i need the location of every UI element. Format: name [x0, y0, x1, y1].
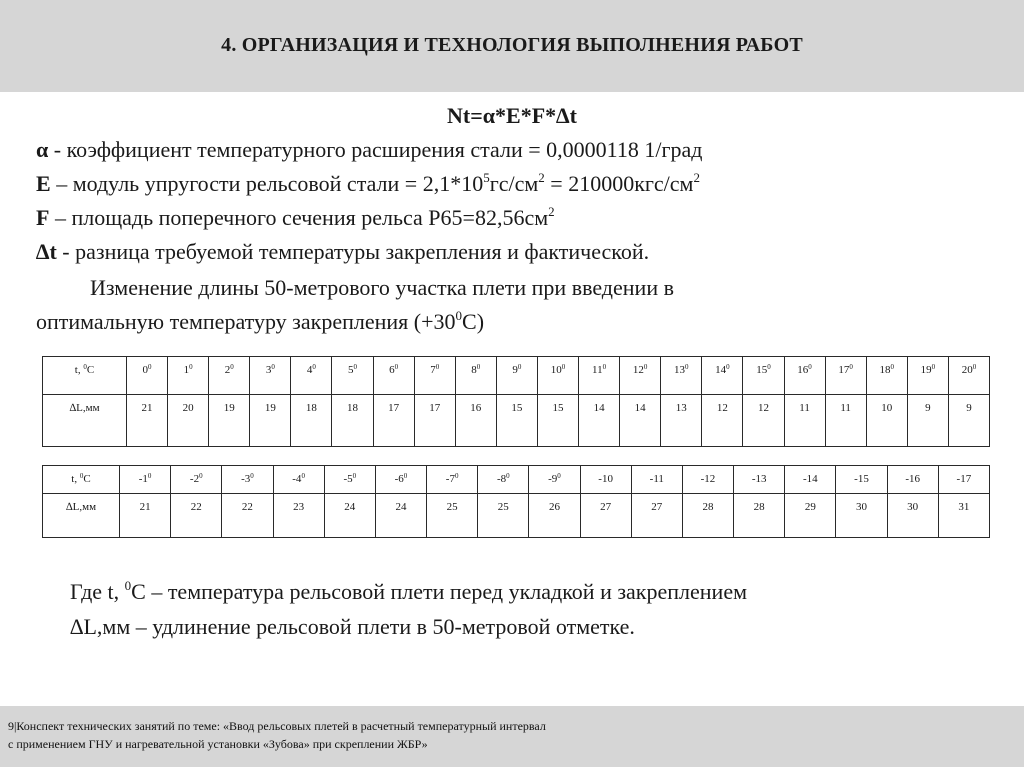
temperature-cell: $-1^0$: [120, 466, 171, 494]
temperature-cell: -10: [580, 466, 631, 494]
temperature-cell: $13^0$: [661, 357, 702, 395]
temperature-cell: $-5^0$: [324, 466, 375, 494]
slide-header: [0, 0, 1024, 92]
f-symbol: F: [36, 205, 50, 230]
elongation-cell: 25: [427, 494, 478, 538]
temperature-cell: $18^0$: [866, 357, 907, 395]
elongation-cell: 27: [631, 494, 682, 538]
temperature-cell: $19^0$: [907, 357, 948, 395]
elongation-cell: 24: [375, 494, 426, 538]
e-text-mid2: = 210000кгс/см: [544, 171, 694, 196]
definition-f: [36, 205, 555, 231]
elongation-cell: 23: [273, 494, 324, 538]
f-text: – площадь поперечного сечения рельса Р65=82,56см: [49, 205, 549, 230]
row-label-temperature: t, $^0$C: [43, 466, 120, 494]
elongation-cell: 16: [455, 395, 496, 447]
temperature-cell: $14^0$: [702, 357, 743, 395]
elongation-cell: 19: [209, 395, 250, 447]
where-line-1: [70, 579, 747, 605]
temperature-cell: $2^0$: [209, 357, 250, 395]
slide-footer: [0, 706, 1024, 767]
temperature-cell: $7^0$: [414, 357, 455, 395]
paragraph-degree-sup: 0: [455, 308, 463, 323]
elongation-cell: 26: [529, 494, 580, 538]
elongation-cell: 17: [414, 395, 455, 447]
temperature-cell: $16^0$: [784, 357, 825, 395]
f-exp: 2: [548, 204, 555, 219]
elongation-cell: 15: [496, 395, 537, 447]
definition-e: [36, 171, 700, 197]
elongation-cell: 17: [373, 395, 414, 447]
alpha-symbol: α: [36, 137, 49, 162]
paragraph-line-2-before: оптимальную температуру закрепления (+30: [36, 309, 456, 334]
table-row-elongation: [43, 494, 990, 538]
where-line-1-after: С – температура рельсовой плети перед укладкой и закреплением: [131, 579, 748, 604]
definition-dt: [36, 239, 649, 265]
slide-title: 4. ОРГАНИЗАЦИЯ И ТЕХНОЛОГИЯ ВЫПОЛНЕНИЯ РАБОТ: [221, 34, 803, 56]
temperature-cell: -12: [682, 466, 733, 494]
elongation-cell: 15: [537, 395, 578, 447]
temperature-cell: $6^0$: [373, 357, 414, 395]
temperature-cell: $-7^0$: [427, 466, 478, 494]
elongation-cell: 12: [702, 395, 743, 447]
temperature-cell: $9^0$: [496, 357, 537, 395]
elongation-cell: 24: [324, 494, 375, 538]
temperature-cell: $15^0$: [743, 357, 784, 395]
elongation-cell: 19: [250, 395, 291, 447]
temperature-cell: -13: [734, 466, 785, 494]
e-text-mid: гс/см: [489, 171, 539, 196]
elongation-cell: 14: [620, 395, 661, 447]
elongation-cell: 21: [127, 395, 168, 447]
elongation-cell: 9: [907, 395, 948, 447]
temperature-cell: $1^0$: [168, 357, 209, 395]
elongation-cell: 18: [332, 395, 373, 447]
elongation-cell: 20: [168, 395, 209, 447]
where-line-2: ∆L,мм – удлинение рельсовой плети в 50-метровой отметке.: [70, 614, 635, 639]
elongation-table-negative: [42, 465, 990, 538]
temperature-cell: $8^0$: [455, 357, 496, 395]
e-text-before: – модуль упругости рельсовой стали = 2,1*10: [50, 171, 484, 196]
formula: Nt=α*E*F*∆t: [447, 103, 577, 128]
elongation-cell: 22: [222, 494, 273, 538]
temperature-cell: $10^0$: [537, 357, 578, 395]
temperature-cell: $12^0$: [620, 357, 661, 395]
elongation-cell: 27: [580, 494, 631, 538]
elongation-cell: 11: [784, 395, 825, 447]
elongation-cell: 28: [734, 494, 785, 538]
elongation-cell: 12: [743, 395, 784, 447]
temperature-cell: $-3^0$: [222, 466, 273, 494]
temperature-cell: -16: [887, 466, 938, 494]
definition-alpha: [36, 137, 702, 163]
table-row-temperature: [43, 466, 990, 494]
elongation-cell: 18: [291, 395, 332, 447]
temperature-cell: $-8^0$: [478, 466, 529, 494]
row-label-temperature: t, $^0$C: [43, 357, 127, 395]
elongation-cell: 14: [579, 395, 620, 447]
temperature-cell: $5^0$: [332, 357, 373, 395]
temperature-cell: $17^0$: [825, 357, 866, 395]
paragraph-line-1: Изменение длины 50-метрового участка плети при введении в: [90, 275, 674, 300]
elongation-cell: 13: [661, 395, 702, 447]
table-row-temperature: [43, 357, 990, 395]
elongation-cell: 31: [938, 494, 989, 538]
temperature-cell: -14: [785, 466, 836, 494]
temperature-cell: $20^0$: [948, 357, 989, 395]
table-row-elongation: [43, 395, 990, 447]
elongation-cell: 11: [825, 395, 866, 447]
footer-line-1: 9|Конспект технических занятий по теме: «Ввод рельсовых плетей в расчетный температурный интервал: [8, 719, 546, 733]
dt-text: - разница требуемой температуры закрепления и фактической.: [56, 239, 650, 264]
elongation-cell: 10: [866, 395, 907, 447]
elongation-cell: 22: [171, 494, 222, 538]
elongation-cell: 29: [785, 494, 836, 538]
where-line-1-before: Где t,: [70, 579, 125, 604]
temperature-cell: $-9^0$: [529, 466, 580, 494]
paragraph-line-2: [36, 309, 484, 335]
temperature-cell: -11: [631, 466, 682, 494]
temperature-cell: -15: [836, 466, 887, 494]
where-degree-sup: 0: [124, 578, 132, 593]
elongation-table-positive: [42, 356, 990, 447]
elongation-cell: 25: [478, 494, 529, 538]
e-exp3: 2: [693, 170, 700, 185]
temperature-cell: $4^0$: [291, 357, 332, 395]
paragraph-line-2-after: С): [462, 309, 485, 334]
temperature-cell: $11^0$: [579, 357, 620, 395]
dt-symbol: ∆t: [36, 239, 57, 264]
row-label-elongation: ∆L,мм: [43, 395, 127, 447]
temperature-cell: $-6^0$: [375, 466, 426, 494]
elongation-cell: 21: [120, 494, 171, 538]
e-symbol: E: [36, 171, 51, 196]
elongation-cell: 9: [948, 395, 989, 447]
temperature-cell: $-4^0$: [273, 466, 324, 494]
e-exp1: 5: [483, 170, 490, 185]
temperature-cell: $3^0$: [250, 357, 291, 395]
footer-line-2: с применением ГНУ и нагревательной установки «Зубова» при скреплении ЖБР»: [8, 737, 428, 751]
e-exp2: 2: [538, 170, 545, 185]
temperature-cell: $-2^0$: [171, 466, 222, 494]
elongation-cell: 28: [682, 494, 733, 538]
row-label-elongation: ∆L,мм: [43, 494, 120, 538]
alpha-text: - коэффициент температурного расширения стали = 0,0000118 1/град: [48, 137, 703, 162]
elongation-cell: 30: [836, 494, 887, 538]
temperature-cell: $0^0$: [127, 357, 168, 395]
elongation-cell: 30: [887, 494, 938, 538]
temperature-cell: -17: [938, 466, 989, 494]
